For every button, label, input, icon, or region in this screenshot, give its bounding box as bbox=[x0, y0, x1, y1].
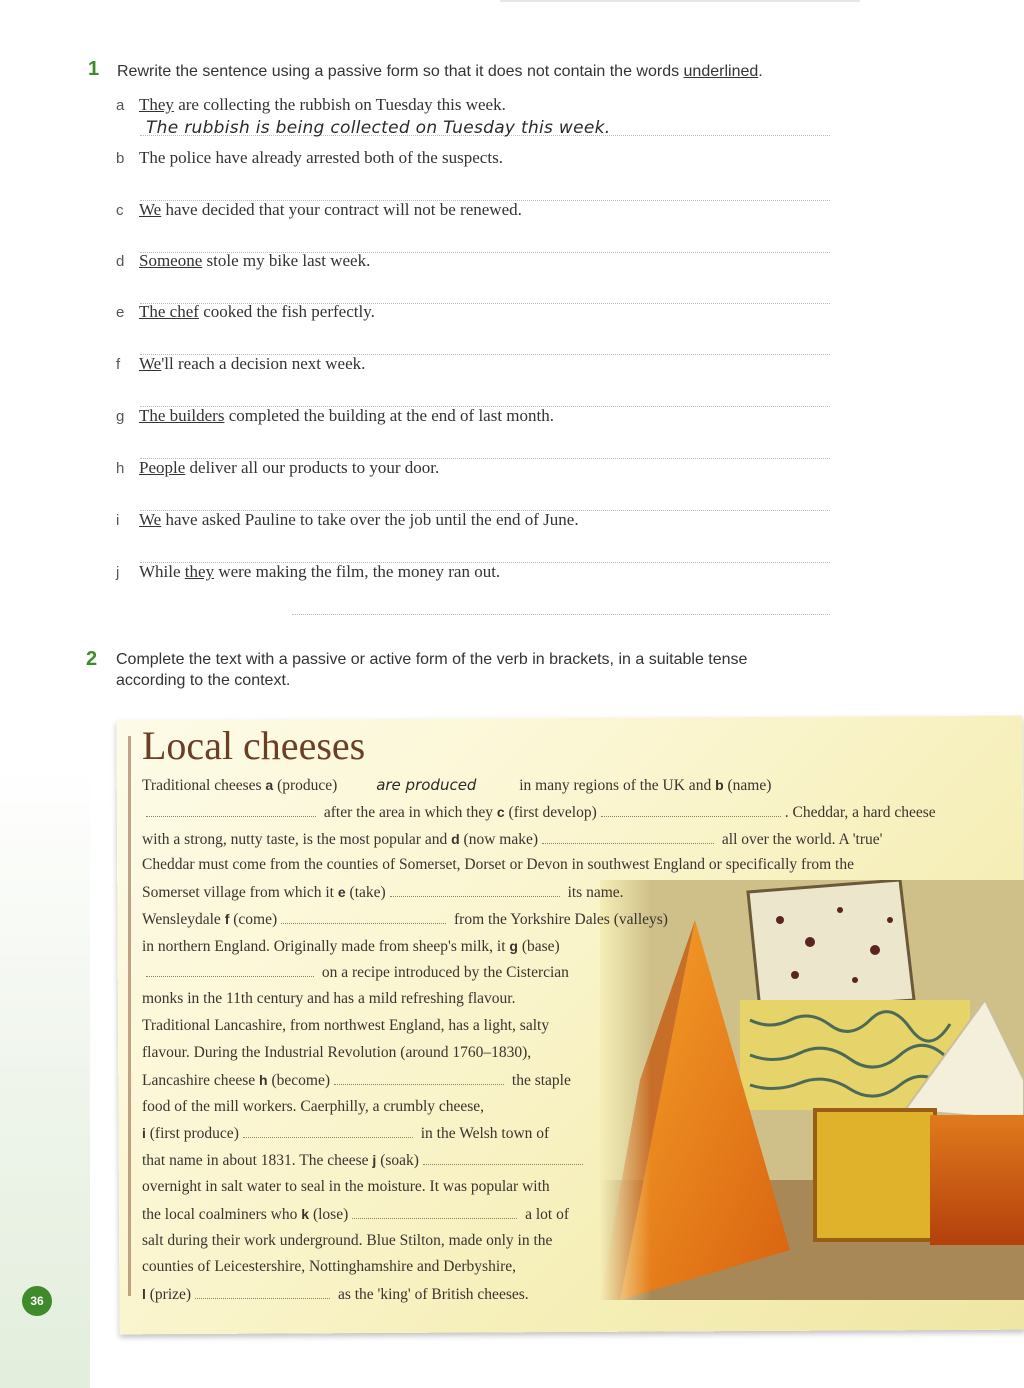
item-text: 'll reach a decision next week. bbox=[161, 354, 366, 373]
exercise-item-a bbox=[116, 95, 506, 115]
item-letter: a bbox=[116, 97, 125, 114]
exercise-item-f bbox=[116, 354, 365, 374]
gap-a-answer: are produced bbox=[376, 776, 477, 794]
item-underlined-words: The builders bbox=[139, 406, 225, 425]
exercise-1-number: 1 bbox=[88, 58, 100, 80]
item-underlined-words: We bbox=[139, 200, 162, 219]
item-letter: f bbox=[116, 356, 121, 373]
gap-d[interactable] bbox=[542, 829, 714, 844]
item-letter: d bbox=[116, 253, 125, 270]
item-underlined-words: they bbox=[184, 562, 215, 581]
exercise-item-j bbox=[116, 562, 500, 582]
answer-line-j[interactable] bbox=[292, 614, 830, 615]
exercise-item-d bbox=[116, 251, 370, 271]
item-text: completed the building at the end of last month. bbox=[224, 406, 554, 425]
item-letter: g bbox=[116, 408, 125, 425]
item-text: have asked Pauline to take over the job until the end of June. bbox=[161, 510, 579, 529]
item-text: were making the film, the money ran out. bbox=[214, 562, 501, 581]
item-underlined-words: We bbox=[139, 354, 162, 373]
item-underlined-words: Someone bbox=[139, 251, 203, 270]
exercise-1-instruction: Rewrite the sentence using a passive form so that it does not contain the words underlined. bbox=[117, 63, 763, 80]
exercise-item-c bbox=[116, 200, 522, 220]
reading-title: Local cheeses bbox=[142, 723, 366, 768]
item-letter: j bbox=[116, 564, 120, 581]
top-rule bbox=[500, 0, 860, 2]
item-text: The police have already arrested both of the suspects. bbox=[139, 148, 503, 167]
item-underlined-words: People bbox=[139, 458, 186, 477]
gap-j[interactable] bbox=[423, 1150, 583, 1165]
gap-l[interactable] bbox=[195, 1284, 330, 1299]
gap-f[interactable] bbox=[281, 909, 446, 924]
gap-k[interactable] bbox=[352, 1204, 517, 1219]
exercise-2-number: 2 bbox=[86, 648, 98, 670]
item-text: stole my bike last week. bbox=[202, 251, 371, 270]
item-letter: i bbox=[116, 512, 120, 529]
item-underlined-words: We bbox=[139, 510, 162, 529]
item-text: cooked the fish perfectly. bbox=[198, 302, 375, 321]
item-underlined-words: They bbox=[139, 95, 174, 114]
item-text: have decided that your contract will not be renewed. bbox=[161, 200, 522, 219]
exercise-2-instruction: Complete the text with a passive or active form of the verb in brackets, in a suitable tense according to the context. bbox=[116, 651, 748, 689]
item-letter: c bbox=[116, 202, 124, 219]
item-text: are collecting the rubbish on Tuesday this week. bbox=[173, 95, 506, 114]
panel-accent-bar bbox=[128, 736, 131, 1296]
gap-g[interactable] bbox=[146, 962, 314, 977]
page-number-badge: 36 bbox=[22, 1286, 52, 1316]
gap-h[interactable] bbox=[334, 1070, 504, 1085]
gap-i[interactable] bbox=[243, 1123, 413, 1138]
item-text: While bbox=[139, 562, 185, 581]
reading-text: Traditional cheeses a (produce) are produced in many regions of the UK and b (name) after the area in which they c (first develop) . Cheddar, a hard cheese with a strong, nutty taste, is the most popular and d (now make) all over the world. A 'true' Cheddar must come from the counties of Somerset, Dorset or Devon in southwest England or specifically from the Somerset village from which it e (take) its name. Wensleydale f (come) from the Yorkshire Dales (valleys) in northern England. Originally made from sheep's milk, it g (base) on a recipe introduced by the Cistercian monks in the 11th century and has a mild refreshing flavour. Traditional Lancashire, from northwest England, has a light, salty flavour. During the Industrial Revolution (around 1760–1830), Lancashire cheese h (become) the staple food of the mill workers. Caerphilly, a crumbly cheese, i (first produce) in the Welsh town of that name in about 1831. The cheese j (soak) overnight in salt water to seal in the moisture. It was popular with the local coalminers who k (lose) a lot of salt during their work underground. Blue Stilton, made only in the counties of Leicestershire, Nottinghamshire and Derbyshire, l (prize) as the 'king' of British cheeses. bbox=[142, 772, 992, 1308]
item-text: deliver all our products to your door. bbox=[185, 458, 440, 477]
gap-b[interactable] bbox=[146, 802, 316, 817]
exercise-item-e bbox=[116, 302, 375, 322]
exercise-item-h bbox=[116, 458, 439, 478]
exercise-item-i bbox=[116, 510, 579, 530]
exercise-item-b bbox=[116, 148, 503, 168]
handwritten-answer-a: The rubbish is being collected on Tuesday this week. bbox=[146, 118, 611, 138]
exercise-item-g bbox=[116, 406, 554, 426]
item-letter: e bbox=[116, 304, 125, 321]
item-letter: h bbox=[116, 460, 125, 477]
gap-c[interactable] bbox=[601, 802, 781, 817]
gap-e[interactable] bbox=[390, 882, 560, 897]
item-underlined-words: The chef bbox=[139, 302, 199, 321]
item-letter: b bbox=[116, 150, 125, 167]
page-margin-shade bbox=[0, 0, 90, 1388]
